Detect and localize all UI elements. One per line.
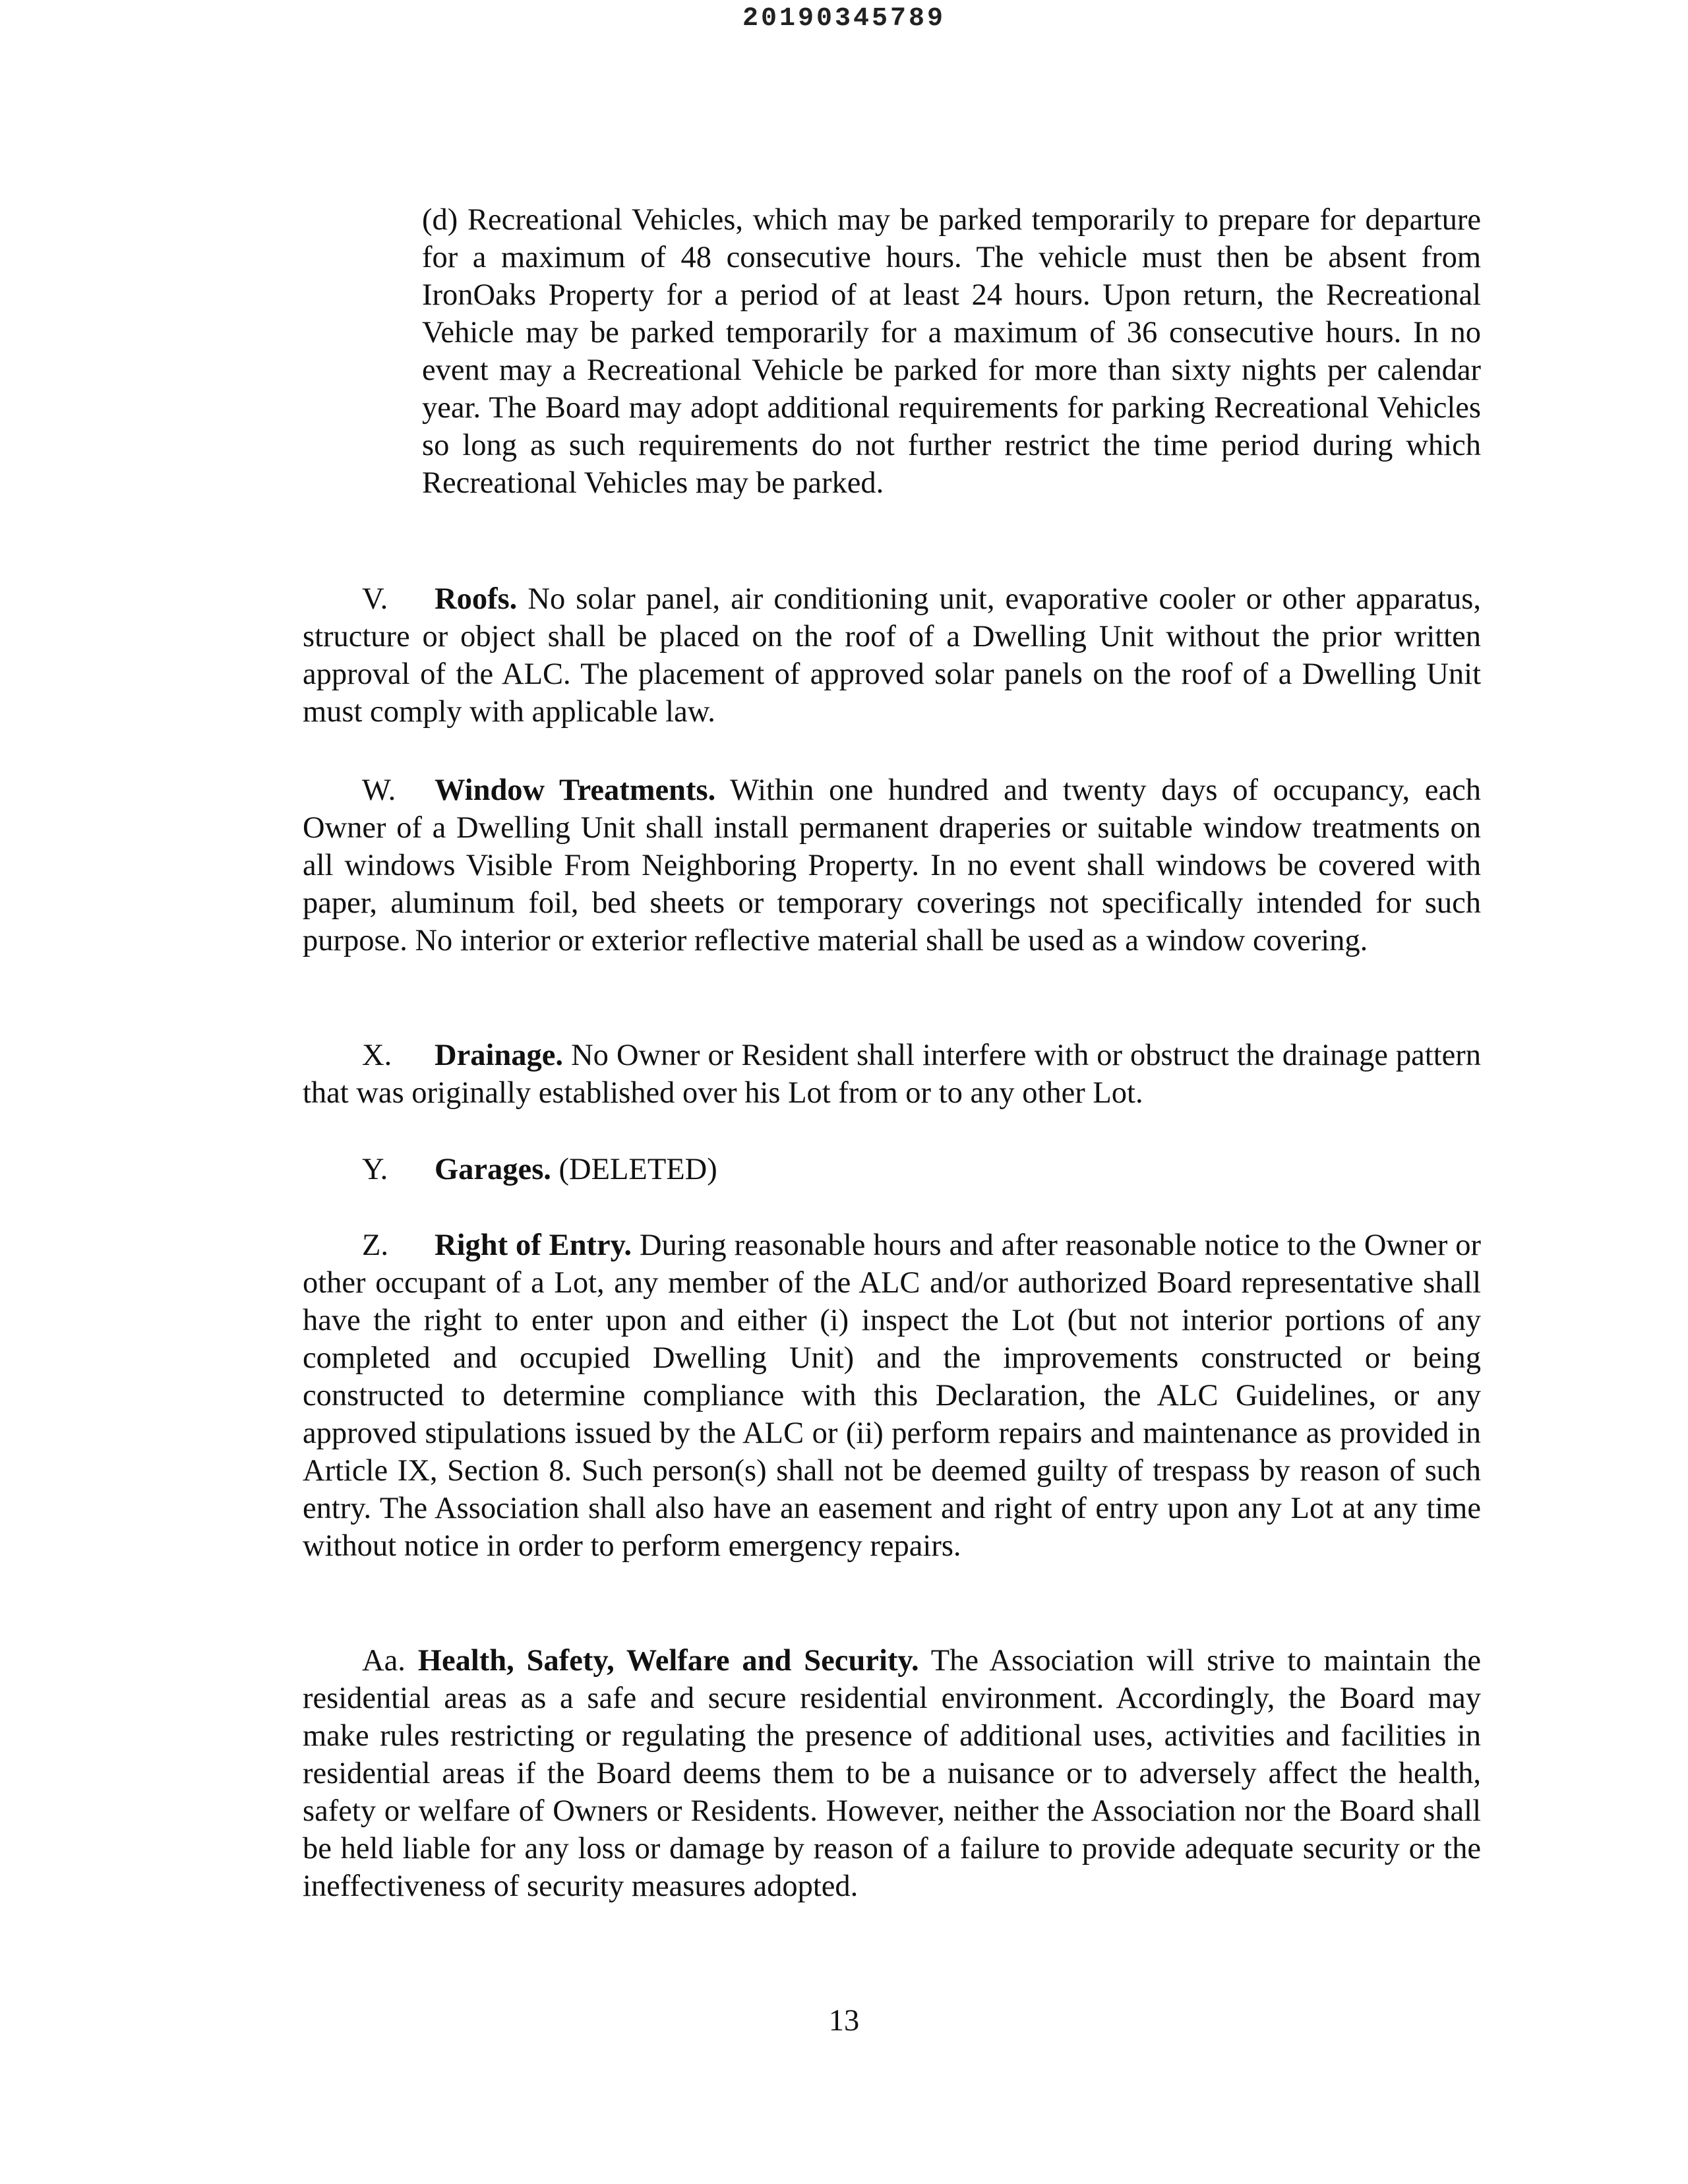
page-number: 13 bbox=[828, 2004, 860, 2038]
section-letter: Z. bbox=[362, 1228, 389, 1262]
section-body: During reasonable hours and after reasonable notice to the Owner or other occupant of a Lot, any member of the ALC and/or authorized Board representative shall have the right to enter upon and either (i) inspect the Lot (but not interior portions of any completed and occupied Dwelling Unit) and the improvements constructed or being constructed to determine compliance with this Declaration, the ALC Guidelines, or any approved stipulations issued by the ALC or (ii) perform repairs and maintenance as provided in Article IX, Section 8. Such person(s) shall not be deemed guilty of trespass by reason of such entry. The Association shall also have an easement and right of entry upon any Lot at any time without notice in order to perform emergency repairs. bbox=[303, 1228, 1482, 1563]
section-y-garages bbox=[303, 1151, 1481, 1188]
section-title: Roofs. bbox=[435, 582, 518, 616]
section-aa-health-safety bbox=[303, 1642, 1481, 1905]
section-letter: Y. bbox=[362, 1153, 388, 1186]
section-title: Garages. bbox=[435, 1153, 551, 1186]
section-title: Health, Safety, Welfare and Security. bbox=[417, 1644, 919, 1678]
section-v-roofs bbox=[303, 580, 1481, 731]
section-body: Within one hundred and twenty days of occupancy, each Owner of a Dwelling Unit shall install permanent draperies or suitable window treatments on all windows Visible From Neighboring Property. In no event shall windows be covered with paper, aluminum foil, bed sheets or temporary coverings not specifically intended for such purpose. No interior or exterior reflective material shall be used as a window covering. bbox=[303, 774, 1481, 957]
section-letter: X. bbox=[362, 1039, 392, 1072]
section-title: Window Treatments. bbox=[435, 774, 716, 807]
document-number: 20190345789 bbox=[742, 4, 946, 34]
section-title: Drainage. bbox=[435, 1039, 564, 1072]
section-z-right-of-entry bbox=[303, 1227, 1481, 1565]
section-letter: V. bbox=[362, 582, 388, 616]
section-letter: Aa. bbox=[362, 1644, 406, 1678]
section-body: The Association will strive to maintain the residential areas as a safe and secure residential environment. Accordingly, the Board may make rules restricting or regulating the presence of additional uses, activities and facilities in residential areas if the Board deems them to be a nuisance or to adversely affect the health, safety or welfare of Owners or Residents. However, neither the Association nor the Board shall be held liable for any loss or damage by reason of a failure to provide adequate security or the ineffectiveness of security measures adopted. bbox=[303, 1644, 1481, 1903]
section-w-window-treatments bbox=[303, 772, 1481, 959]
section-body: (DELETED) bbox=[558, 1153, 717, 1186]
section-body: No Owner or Resident shall interfere with or obstruct the drainage pattern that was originally established over his Lot from or to any other Lot. bbox=[303, 1039, 1481, 1110]
section-body: No solar panel, air conditioning unit, evaporative cooler or other apparatus, structure or object shall be placed on the roof of a Dwelling Unit without the prior written approval of the ALC. The placement of approved solar panels on the roof of a Dwelling Unit must comply with applicable law. bbox=[303, 582, 1482, 729]
section-title: Right of Entry. bbox=[435, 1228, 632, 1262]
section-x-drainage bbox=[303, 1037, 1481, 1112]
section-letter: W. bbox=[362, 774, 396, 807]
paragraph-d-recreational-vehicles: (d) Recreational Vehicles, which may be parked temporarily to prepare for departure for a maximum of 48 consecutive hours. The vehicle must then be absent from IronOaks Property for a period of at least 24 hours. Upon return, the Recreational Vehicle may be parked temporarily for a maximum of 36 consecutive hours. In no event may a Recreational Vehicle be parked for more than sixty nights per calendar year. The Board may adopt additional requirements for parking Recreational Vehicles so long as such requirements do not further restrict the time period during which Recreational Vehicles may be parked. bbox=[422, 203, 1481, 500]
